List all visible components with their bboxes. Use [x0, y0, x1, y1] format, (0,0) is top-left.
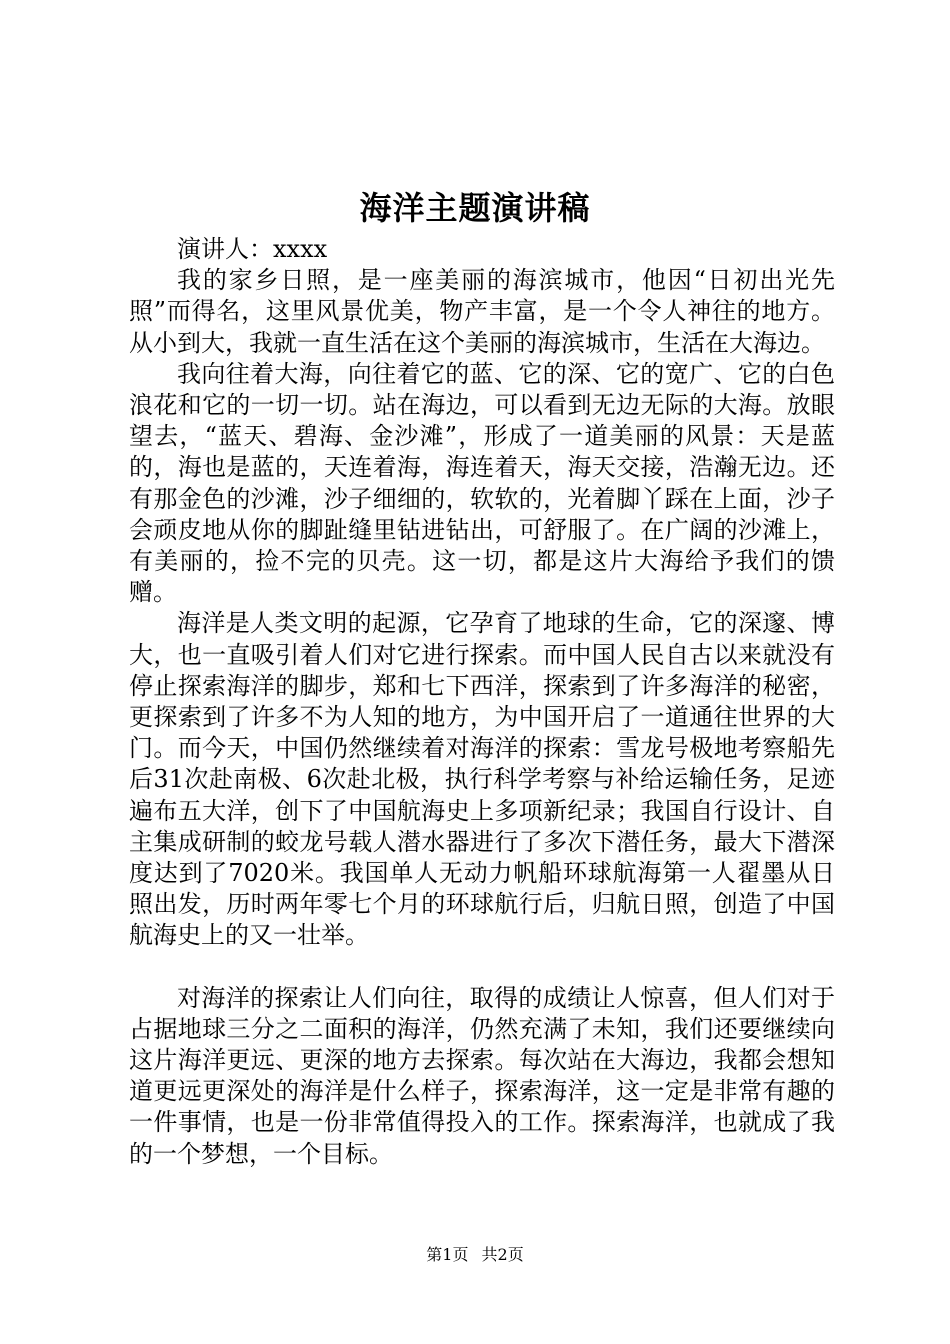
page-total: 共2页: [481, 1245, 524, 1264]
paragraph: 海洋是人类文明的起源，它孕育了地球的生命，它的深邃、博大，也一直吸引着人们对它进行探索。而中国人民自古以来就没有停止探索海洋的脚步，郑和七下西洋，探索到了许多海洋的秘密，更探索到了许多不为人知的地方，为中国开启了一道通往世界的大门。而今天，中国仍然继续着对海洋的探索：雪龙号极地考察船先后31次赴南极、6次赴北极，执行科学考察与补给运输任务，足迹遍布五大洋，创下了中国航海史上多项新纪录；我国自行设计、自主集成研制的蛟龙号载人潜水器进行了多次下潜任务，最大下潜深度达到了7020米。我国单人无动力帆船环球航海第一人翟墨从日照出发，历时两年零七个月的环球航行后，归航日照，创造了中国航海史上的又一壮举。: [129, 609, 835, 950]
paragraph: 我向往着大海，向往着它的蓝、它的深、它的宽广、它的白色浪花和它的一切一切。站在海边，可以看到无边无际的大海。放眼望去，“蓝天、碧海、金沙滩”，形成了一道美丽的风景：天是蓝的，海也是蓝的，天连着海，海连着天，海天交接，浩瀚无边。还有那金色的沙滩，沙子细细的，软软的，光着脚丫踩在上面，沙子会顽皮地从你的脚趾缝里钻进钻出，可舒服了。在广阔的沙滩上，有美丽的，捡不完的贝壳。这一切，都是这片大海给予我们的馈赠。: [129, 359, 835, 607]
document-title: 海洋主题演讲稿: [359, 189, 591, 227]
page-number: 第1页: [426, 1245, 469, 1264]
speaker-line: 演讲人：xxxx: [177, 235, 328, 263]
paragraph: 我的家乡日照，是一座美丽的海滨城市，他因“日初出光先照”而得名，这里风景优美，物产丰富，是一个令人神往的地方。从小到大，我就一直生活在这个美丽的海滨城市，生活在大海边。: [129, 266, 835, 357]
document-body: [129, 234, 835, 1170]
paragraph: 对海洋的探索让人们向往，取得的成绩让人惊喜，但人们对于占据地球三分之二面积的海洋，仍然充满了未知，我们还要继续向这片海洋更远、更深的地方去探索。每次站在大海边，我都会想知道更远更深处的海洋是什么样子，探索海洋，这一定是非常有趣的一件事情，也是一份非常值得投入的工作。探索海洋，也就成了我的一个梦想，一个目标。: [129, 983, 835, 1168]
page-footer: [0, 1244, 950, 1266]
